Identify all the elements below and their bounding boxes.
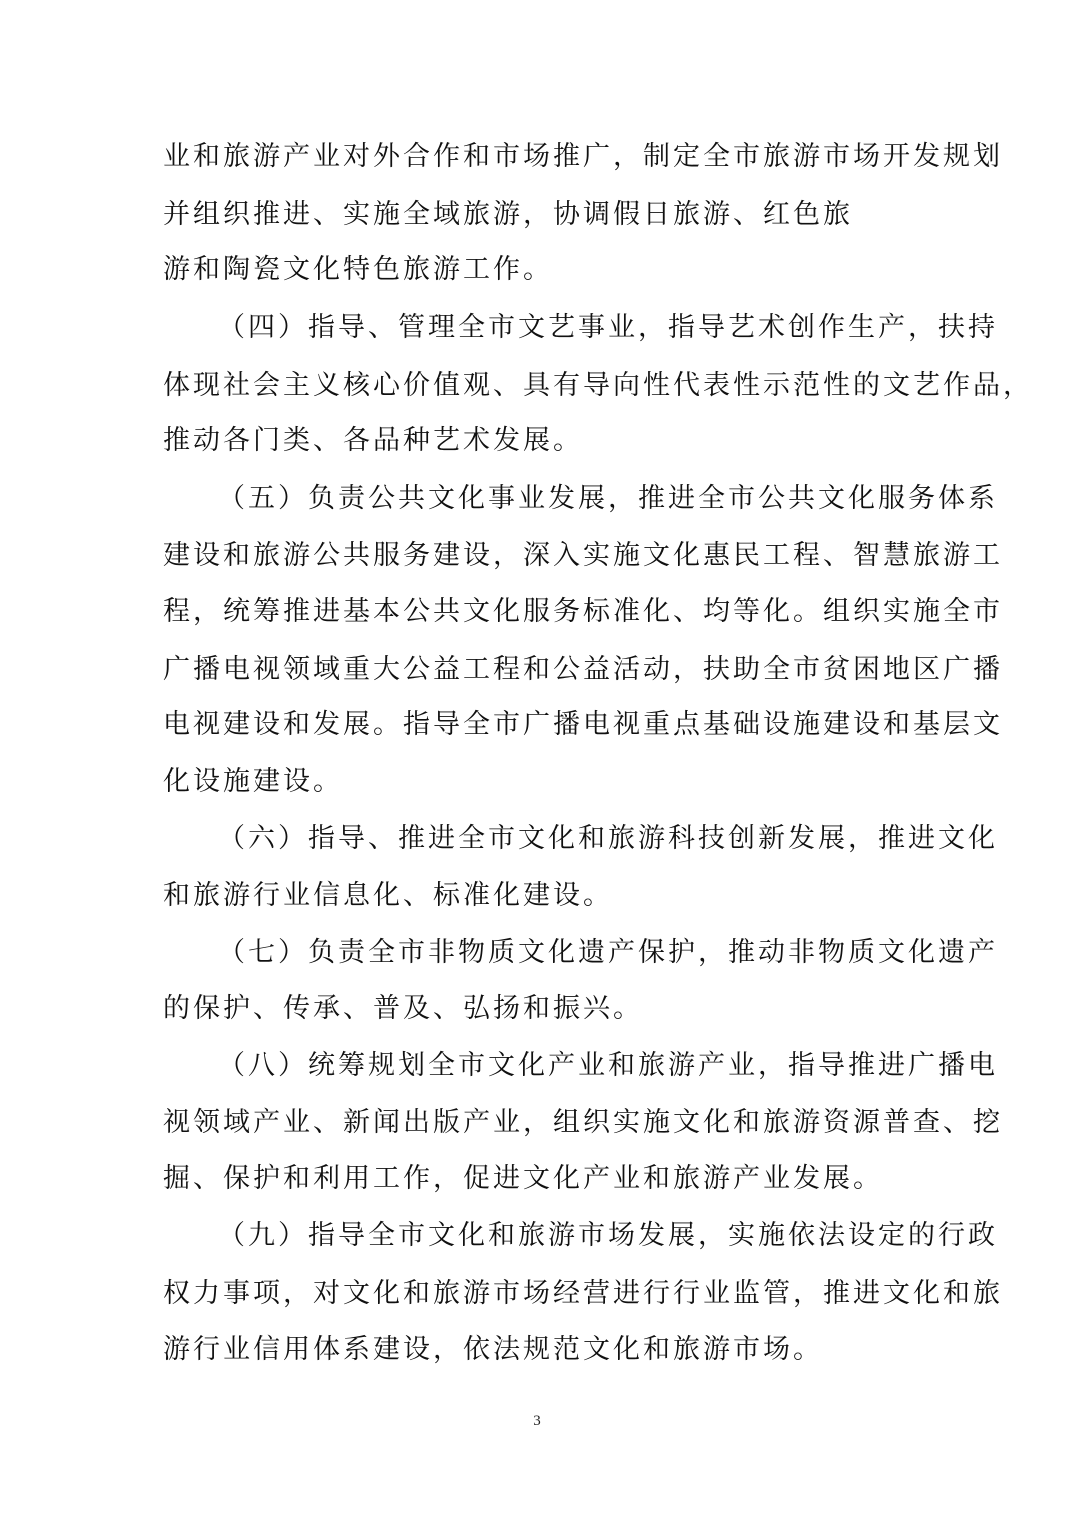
text-line: 电视建设和发展。指导全市广播电视重点基础设施建设和基层文 bbox=[163, 709, 1003, 740]
text-line: 游和陶瓷文化特色旅游工作。 bbox=[163, 254, 553, 285]
text-line: 并组织推进、实施全域旅游，协调假日旅游、红色旅 bbox=[163, 199, 853, 230]
text-line: 和旅游行业信息化、标准化建设。 bbox=[163, 880, 613, 911]
paragraph-4-start: （四）指导、管理全市文艺事业，指导艺术创作生产，扶持 bbox=[218, 312, 998, 343]
text-line: 业和旅游产业对外合作和市场推广，制定全市旅游市场开发规划 bbox=[163, 141, 1003, 172]
text-line: 游行业信用体系建设，依法规范文化和旅游市场。 bbox=[163, 1334, 823, 1365]
text-line: 掘、保护和利用工作，促进文化产业和旅游产业发展。 bbox=[163, 1163, 883, 1194]
text-line: 程，统筹推进基本公共文化服务标准化、均等化。组织实施全市 bbox=[163, 596, 1003, 627]
page-number: 3 bbox=[533, 1413, 541, 1429]
text-line: 权力事项，对文化和旅游市场经营进行行业监管，推进文化和旅 bbox=[163, 1278, 1003, 1309]
paragraph-9-start: （九）指导全市文化和旅游市场发展，实施依法设定的行政 bbox=[218, 1220, 998, 1251]
text-line: 建设和旅游公共服务建设，深入实施文化惠民工程、智慧旅游工 bbox=[163, 540, 1003, 571]
paragraph-5-start: （五）负责公共文化事业发展，推进全市公共文化服务体系 bbox=[218, 483, 998, 514]
text-line: 广播电视领域重大公益工程和公益活动，扶助全市贫困地区广播 bbox=[163, 654, 1003, 685]
text-line: 的保护、传承、普及、弘扬和振兴。 bbox=[163, 993, 643, 1024]
text-line: 化设施建设。 bbox=[163, 766, 343, 797]
paragraph-8-start: （八）统筹规划全市文化产业和旅游产业，指导推进广播电 bbox=[218, 1050, 998, 1081]
text-line: 体现社会主义核心价值观、具有导向性代表性示范性的文艺作品， bbox=[163, 370, 1033, 401]
text-line: 视领域产业、新闻出版产业，组织实施文化和旅游资源普查、挖 bbox=[163, 1107, 1003, 1138]
paragraph-6-start: （六）指导、推进全市文化和旅游科技创新发展，推进文化 bbox=[218, 823, 998, 854]
paragraph-7-start: （七）负责全市非物质文化遗产保护，推动非物质文化遗产 bbox=[218, 937, 998, 968]
text-line: 推动各门类、各品种艺术发展。 bbox=[163, 425, 583, 456]
